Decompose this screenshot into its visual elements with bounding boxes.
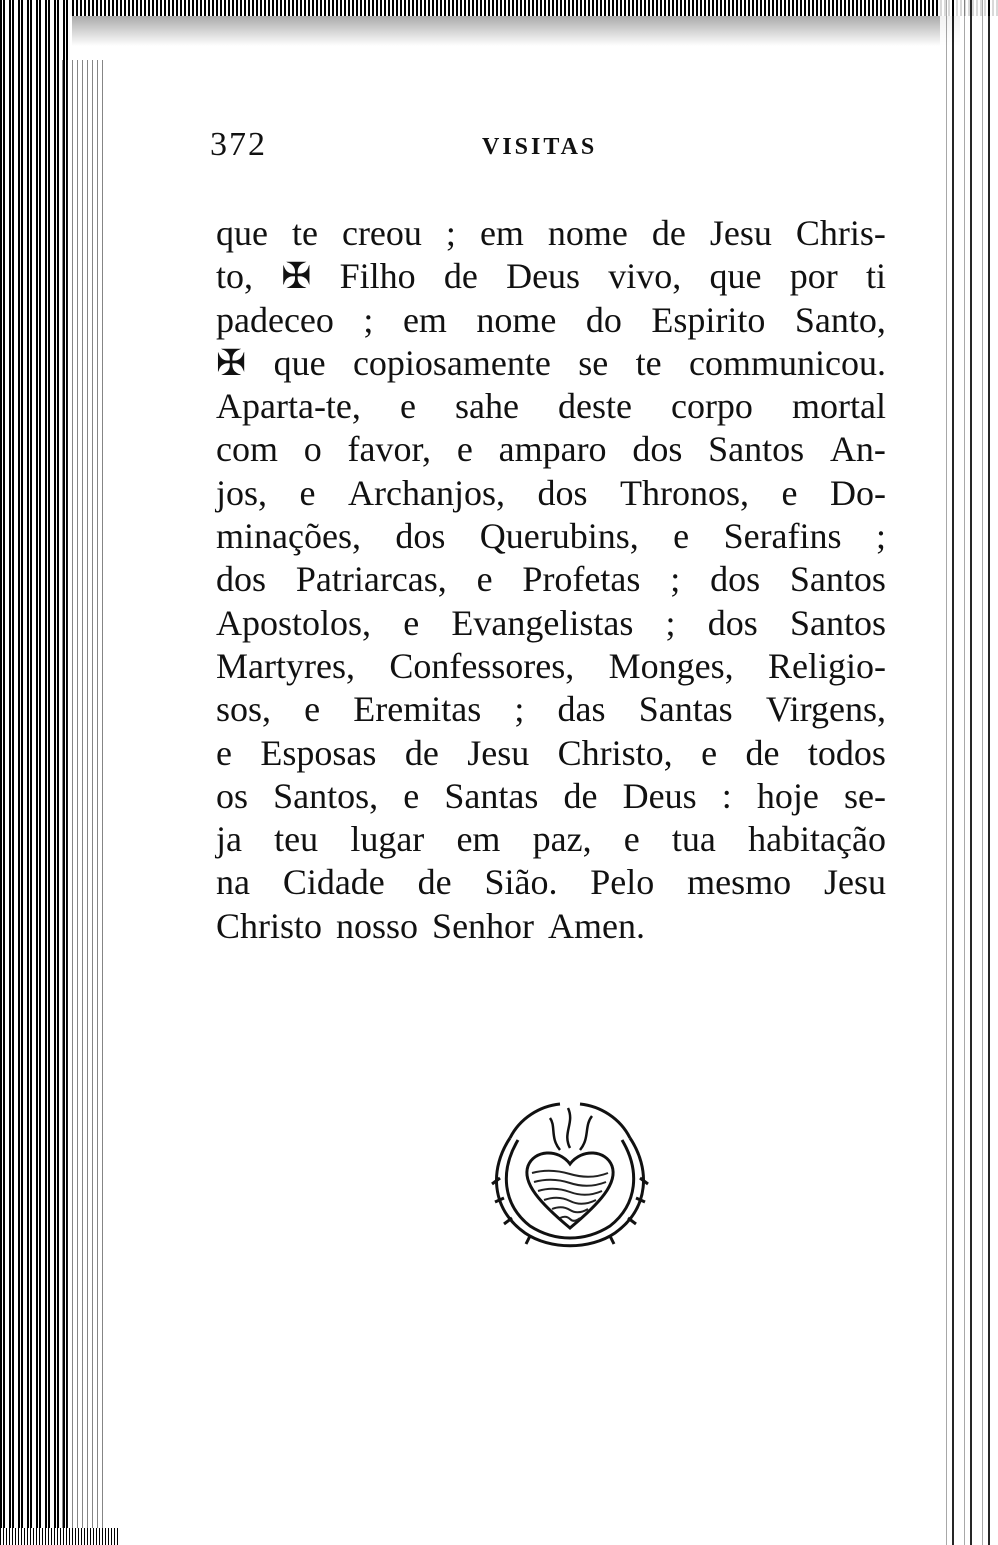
running-title: VISITAS — [482, 134, 598, 160]
text-line: to, ✠ Filho de Deus vivo, que por ti — [216, 256, 886, 297]
page-stack-left — [62, 60, 106, 1530]
text-line: os Santos, e Santas de Deus : hoje se- — [216, 775, 886, 816]
text-line: jos, e Archanjos, dos Thronos, e Do- — [216, 472, 886, 513]
text-line: Christo nosso Senhor Amen. — [216, 905, 646, 946]
body-text — [216, 212, 886, 948]
scan-edge-bottom — [0, 1528, 120, 1545]
text-line: Apostolos, e Evangelistas ; dos Santos — [216, 602, 886, 643]
scan-edge-top — [0, 0, 998, 16]
scan-shadow-top — [40, 16, 960, 46]
text-line: sos, e Eremitas ; das Santas Virgens, — [216, 689, 886, 730]
sacred-heart-wreath-icon — [470, 1078, 670, 1258]
text-line: que te creou ; em nome de Jesu Chris- — [216, 213, 886, 253]
text-line: padeceo ; em nome do Espirito Santo, — [216, 299, 886, 340]
text-line: na Cidade de Sião. Pelo mesmo Jesu — [216, 862, 886, 903]
text-line: com o favor, e amparo dos Santos An- — [216, 429, 886, 470]
page-number: 372 — [210, 126, 267, 163]
text-line: dos Patriarcas, e Profetas ; dos Santos — [216, 559, 886, 600]
text-line: minações, dos Querubins, e Serafins ; — [216, 516, 886, 557]
page-header — [210, 126, 620, 166]
page-stack-right — [940, 0, 998, 1545]
text-line: Aparta-te, e sahe deste corpo mortal — [216, 386, 886, 427]
text-line: ja teu lugar em paz, e tua habitação — [216, 819, 886, 860]
text-line: ✠ que copiosamente se te communicou. — [216, 342, 886, 383]
text-line: Martyres, Confessores, Monges, Religio- — [216, 645, 886, 686]
text-line: e Esposas de Jesu Christo, e de todos — [216, 732, 886, 773]
